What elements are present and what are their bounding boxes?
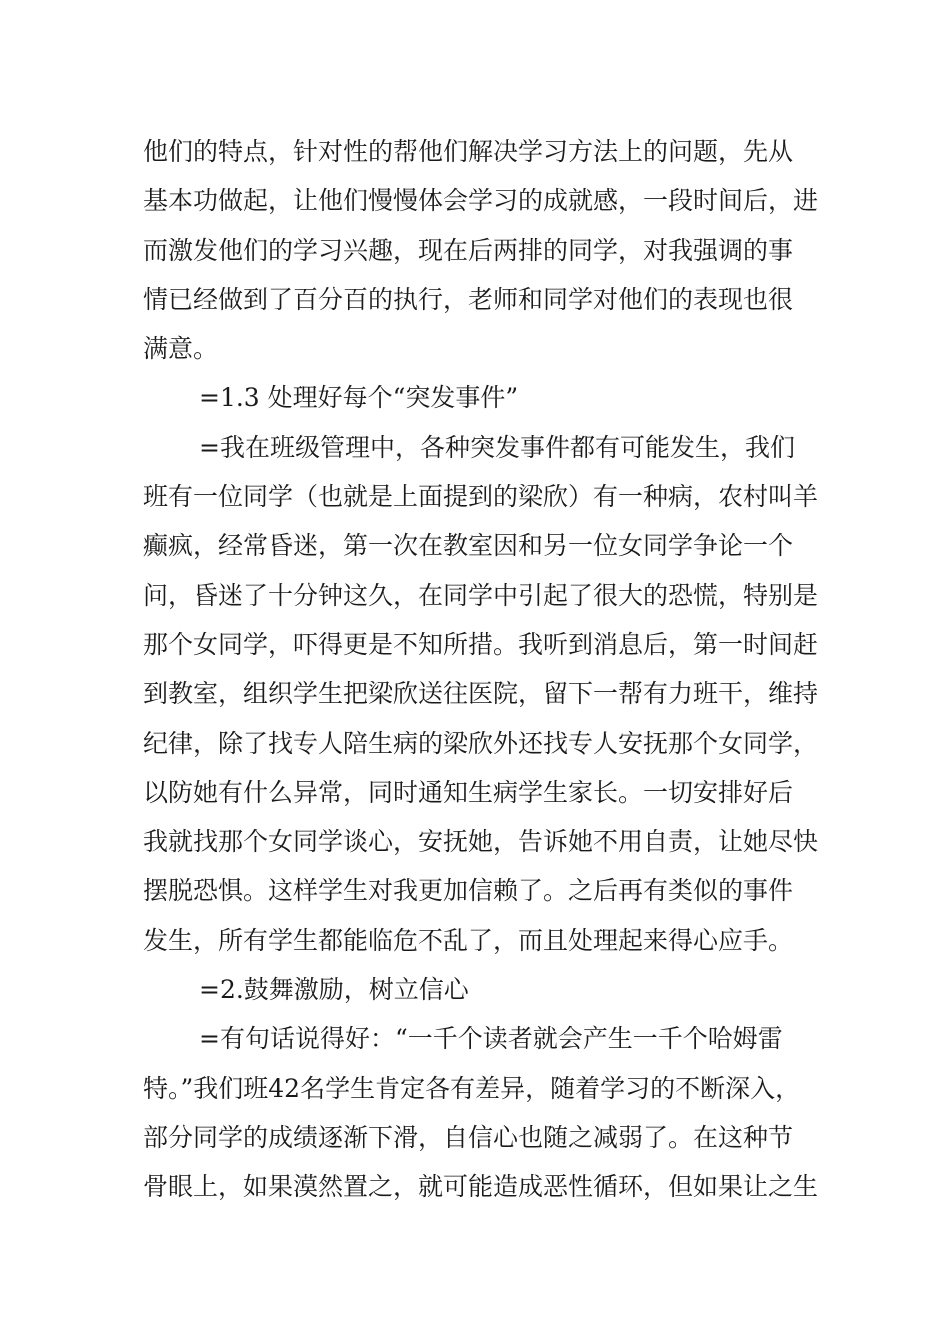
text-line: 特。”我们班42名学生肯定各有差异，随着学习的不断深入， <box>143 1073 801 1103</box>
text-line: 摆脱恐惧。这样学生对我更加信赖了。之后再有类似的事件 <box>143 876 794 906</box>
text-line: 那个女同学，吓得更是不知所措。我听到消息后，第一时间赶 <box>143 629 819 659</box>
text-line: 而激发他们的学习兴趣，现在后两排的同学，对我强调的事 <box>143 235 794 265</box>
text-line: 问，昏迷了十分钟这久，在同学中引起了很大的恐慌，特别是 <box>143 580 819 610</box>
text-line: 部分同学的成绩逐渐下滑，自信心也随之减弱了。在这种节 <box>143 1122 794 1152</box>
text-line: 以防她有什么异常，同时通知生病学生家长。一切安排好后 <box>143 777 794 807</box>
text-line: 骨眼上，如果漠然置之，就可能造成恶性循环，但如果让之生 <box>143 1172 819 1202</box>
text-line: 癫疯，经常昏迷，第一次在教室因和另一位女同学争论一个 <box>143 531 794 561</box>
text-line: 到教室，组织学生把梁欣送往医院，留下一帮有力班干，维持 <box>143 679 819 709</box>
text-line: 他们的特点，针对性的帮他们解决学习方法上的问题，先从 <box>143 137 794 166</box>
text-line: 我就找那个女同学谈心，安抚她，告诉她不用自责，让她尽快 <box>143 827 819 857</box>
paragraph-start-line: =1.3 处理好每个“突发事件” <box>199 383 519 413</box>
text-line: 情已经做到了百分百的执行，老师和同学对他们的表现也很 <box>143 284 794 314</box>
text-line: 班有一位同学（也就是上面提到的梁欣）有一种病，农村叫羊 <box>143 482 819 512</box>
body-text <box>143 127 823 1212</box>
paragraph-start-line: =2.鼓舞激励，树立信心 <box>199 975 469 1005</box>
text-line: 满意。 <box>143 334 219 364</box>
paragraph-start-line: =我在班级管理中，各种突发事件都有可能发生，我们 <box>199 432 795 462</box>
text-line: 纪律，除了找专人陪生病的梁欣外还找专人安抚那个女同学， <box>143 728 819 758</box>
text-line: 发生，所有学生都能临危不乱了，而且处理起来得心应手。 <box>143 925 794 955</box>
paragraph-start-line: =有句话说得好：“一千个读者就会产生一千个哈姆雷 <box>199 1024 783 1054</box>
text-line: 基本功做起，让他们慢慢体会学习的成就感，一段时间后，进 <box>143 186 819 216</box>
